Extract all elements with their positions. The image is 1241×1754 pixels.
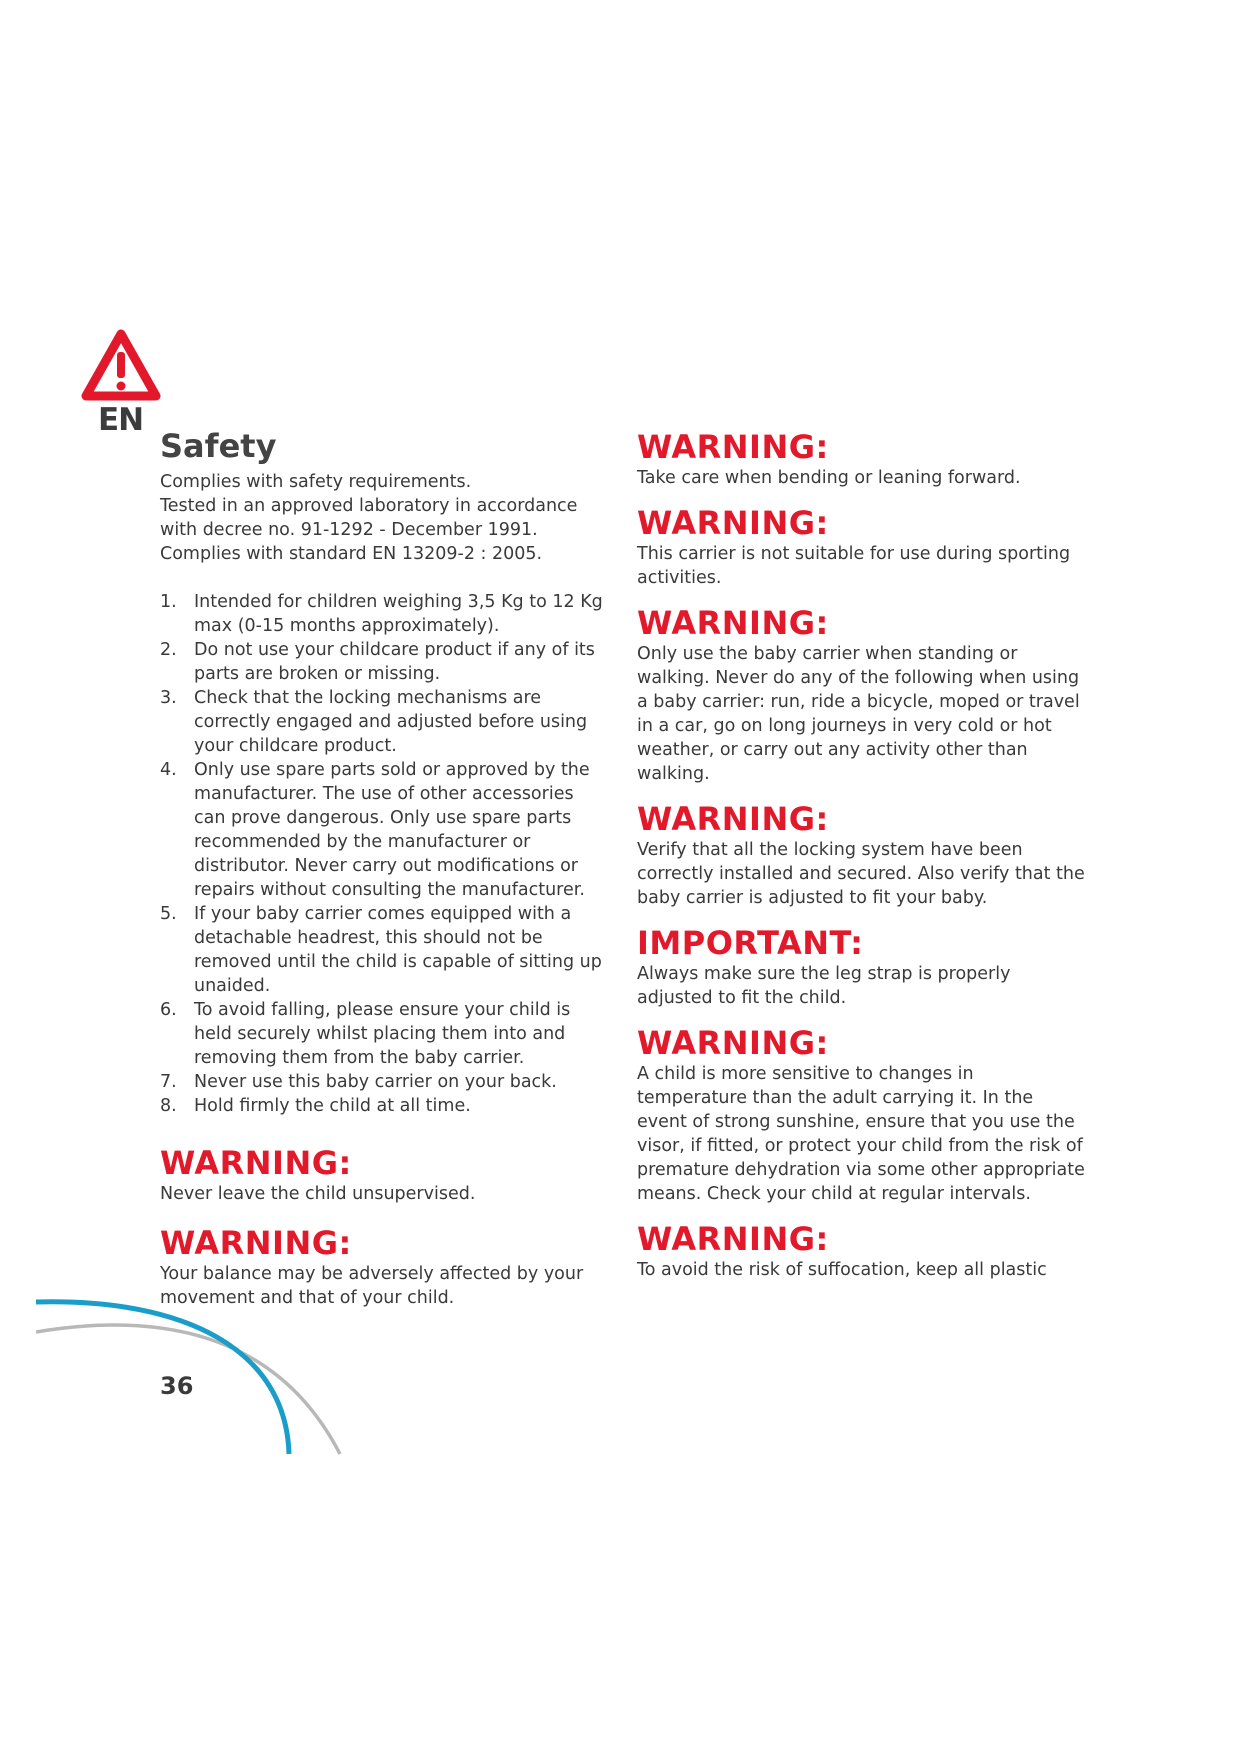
right-column — [637, 428, 1087, 1296]
safety-title: Safety — [160, 427, 277, 465]
important-block — [637, 924, 1087, 1010]
list-item: 2. Do not use your childcare product if any of its parts are broken or missing. — [160, 640, 595, 684]
warning-heading: WARNING: — [160, 1224, 352, 1262]
page-number: 36 — [160, 1372, 194, 1400]
warning-text: Verify that all the locking system have been correctly installed and secured. Also verify that the baby carrier is adjusted to fit your baby. — [637, 840, 1085, 908]
warning-heading: WARNING: — [637, 428, 829, 466]
important-heading: IMPORTANT: — [637, 924, 864, 962]
warning-heading: WARNING: — [637, 1220, 829, 1258]
list-item: 5. If your baby carrier comes equipped with a detachable headrest, this should not be removed until the child is capable of sitting up unaided. — [160, 904, 602, 996]
warning-heading: WARNING: — [637, 504, 829, 542]
warning-heading: WARNING: — [160, 1144, 352, 1182]
warning-block — [637, 1024, 1087, 1206]
safety-list — [160, 590, 610, 1118]
warning-heading: WARNING: — [637, 604, 829, 642]
warning-text: To avoid the risk of suffocation, keep all plastic — [637, 1260, 1047, 1280]
warning-text: This carrier is not suitable for use during sporting activities. — [637, 544, 1071, 588]
warning-text: A child is more sensitive to changes in temperature than the adult carrying it. In the event of strong sunshine, ensure that you use the visor, if fitted, or protect your child from the risk of premature dehydration via some other appropriate means. Check your child at regular intervals. — [637, 1064, 1085, 1204]
intro-line: Tested in an approved laboratory in accordance with decree no. 91-1292 - December 1991. — [160, 496, 578, 540]
important-text: Always make sure the leg strap is properly adjusted to fit the child. — [637, 964, 1011, 1008]
language-badge: EN — [98, 402, 144, 438]
list-item: 7. Never use this baby carrier on your back. — [160, 1072, 557, 1092]
warning-text: Never leave the child unsupervised. — [160, 1184, 476, 1204]
warning-block — [637, 1220, 1087, 1282]
warning-text: Your balance may be adversely affected by your movement and that of your child. — [160, 1264, 584, 1308]
warning-block — [637, 504, 1087, 590]
list-item: 3. Check that the locking mechanisms are correctly engaged and adjusted before using your childcare product. — [160, 688, 588, 756]
warning-heading: WARNING: — [637, 1024, 829, 1062]
warning-text: Only use the baby carrier when standing or walking. Never do any of the following when using a baby carrier: run, ride a bicycle, moped or travel in a car, go on long journeys in very cold or hot weather, or carry out any activity other than walking. — [637, 644, 1080, 784]
intro-line: Complies with standard EN 13209-2 : 2005. — [160, 544, 543, 564]
warning-block — [637, 428, 1087, 490]
list-item: 4. Only use spare parts sold or approved by the manufacturer. The use of other accessories can prove dangerous. Only use spare parts recommended by the manufacturer or distributor. Never carry out modifications or repairs without consulting the manufacturer. — [160, 760, 590, 900]
warning-text: Take care when bending or leaning forward. — [637, 468, 1021, 488]
list-item: 1. Intended for children weighing 3,5 Kg to 12 Kg max (0-15 months approximately). — [160, 592, 603, 636]
list-item: 6. To avoid falling, please ensure your child is held securely whilst placing them into and removing them from the baby carrier. — [160, 1000, 571, 1068]
warning-block — [637, 604, 1087, 786]
safety-intro — [160, 470, 610, 566]
decorative-arcs — [36, 1290, 356, 1460]
warning-block — [160, 1144, 610, 1206]
warning-triangle-icon — [80, 328, 162, 404]
warning-heading: WARNING: — [637, 800, 829, 838]
list-item: 8. Hold firmly the child at all time. — [160, 1096, 471, 1116]
left-column — [160, 418, 610, 1324]
warning-block — [637, 800, 1087, 910]
intro-line: Complies with safety requirements. — [160, 472, 472, 492]
